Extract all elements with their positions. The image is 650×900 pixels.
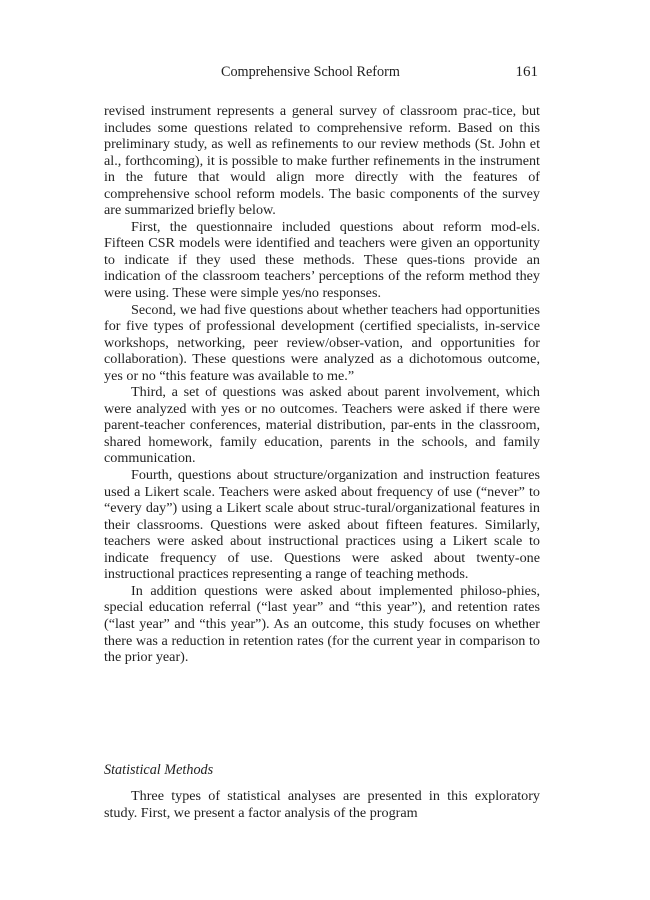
paragraph-professional-development: Second, we had five questions about whether teachers had opportunities for five types of professional development (certified specialists, in-service workshops, networking, peer review/obser-vation, and opportunities for collaboration). These questions were analyzed as a dichotomous outcome, yes or no “this feature was available to me.”	[104, 301, 540, 384]
paragraph-philosophies-retention: In addition questions were asked about implemented philoso-phies, special education referral (“last year” and “this year”), and retention rates (“last year” and “this year”). As an outcome, this study focuses on whether there was a reduction in retention rates (for the current year in comparison to the prior year).	[104, 582, 540, 666]
page-number: 161	[515, 64, 538, 80]
paragraph-reform-models: First, the questionnaire included questions about reform mod-els. Fifteen CSR models were identified and teachers were given an opportunity to indicate if they used these methods. These ques-tions provide an indication of the classroom teachers’ perceptions of the reform method they were using. These were simple yes/no responses.	[104, 218, 540, 302]
paragraph-parent-involvement: Third, a set of questions was asked about parent involvement, which were analyzed with yes or no outcomes. Teachers were asked if there were parent-teacher conferences, material distribution, par-ents in the classroom, shared homework, family education, parents in the schools, and family communication.	[104, 384, 540, 467]
section-heading: Statistical Methods	[104, 762, 214, 778]
running-title: Comprehensive School Reform	[221, 64, 400, 80]
paragraph-structure-instruction: Fourth, questions about structure/organization and instruction features used a Likert scale. Teachers were asked about frequency of use (“never” to “every day”) using a Likert scale about struc-tural/organizational features in their classrooms. Questions were asked about fifteen features. Similarly, teachers were asked about instructional practices using a Likert scale to indicate frequency of use. Questions were asked about twenty-one instructional practices representing a range of teaching methods.	[104, 467, 540, 583]
body-text	[104, 103, 540, 666]
paragraph-survey-intro: revised instrument represents a general survey of classroom prac-tice, but includes some questions related to comprehensive reform. Based on this preliminary study, as well as refinements to our review methods (St. John et al., forthcoming), it is possible to make further refinements in the instrument in the future that would align more directly with the features of comprehensive school reform models. The basic components of the survey are summarized briefly below.	[104, 103, 540, 219]
paragraph-statistical-methods: Three types of statistical analyses are presented in this exploratory study. First, we present a factor analysis of the program	[104, 788, 540, 821]
running-header	[104, 62, 540, 82]
section-text	[104, 788, 540, 822]
